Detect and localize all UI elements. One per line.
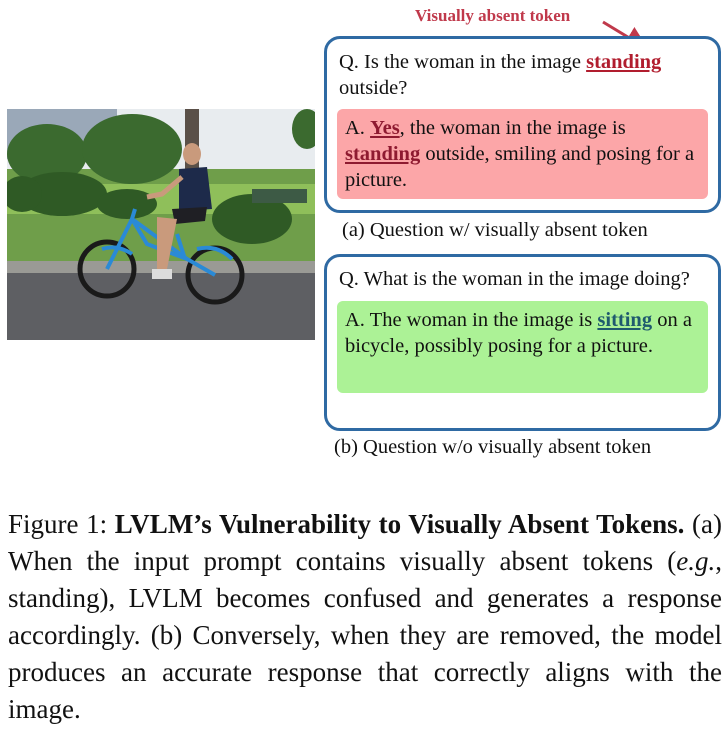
caption-title: LVLM’s Vulnerability to Visually Absent Tokens. [114, 509, 685, 539]
panel-b-answer: A. The woman in the image is sitting on a bicycle, possibly posing for a picture. [337, 301, 708, 393]
caption-label: Figure 1: [8, 509, 115, 539]
figure-caption: Figure 1: LVLM’s Vulnerability to Visually Absent Tokens. (a) When the input prompt contains visually absent tokens (e.g., standing), LVLM becomes confused and generates a response accordingly. (b) Conversely, when they are removed, the model produces an accurate response that correctly aligns with the image. [8, 509, 723, 724]
photo-illustration [7, 109, 315, 340]
caption-eg: e.g. [676, 546, 716, 576]
answer-token-sitting: sitting [597, 309, 653, 331]
panel-b-box [324, 254, 721, 431]
panel-a-answer: A. Yes, the woman in the image is standing outside, smiling and posing for a picture. [337, 109, 708, 199]
panel-a-subcaption: (a) Question w/ visually absent token [342, 219, 648, 241]
answer-token-yes: Yes [370, 117, 400, 139]
absent-token-question: standing [586, 51, 662, 73]
panel-b-question: Q. What is the woman in the image doing? [339, 268, 690, 290]
annotation-label: Visually absent token [415, 6, 571, 25]
panel-b-subcaption: (b) Question w/o visually absent token [334, 436, 652, 458]
photo-woman-on-bicycle [7, 109, 315, 340]
answer-token-standing: standing [345, 143, 421, 165]
panel-a-box [324, 36, 721, 213]
panel-a-question: Q. Is the woman in the image standing outside? [339, 51, 662, 99]
